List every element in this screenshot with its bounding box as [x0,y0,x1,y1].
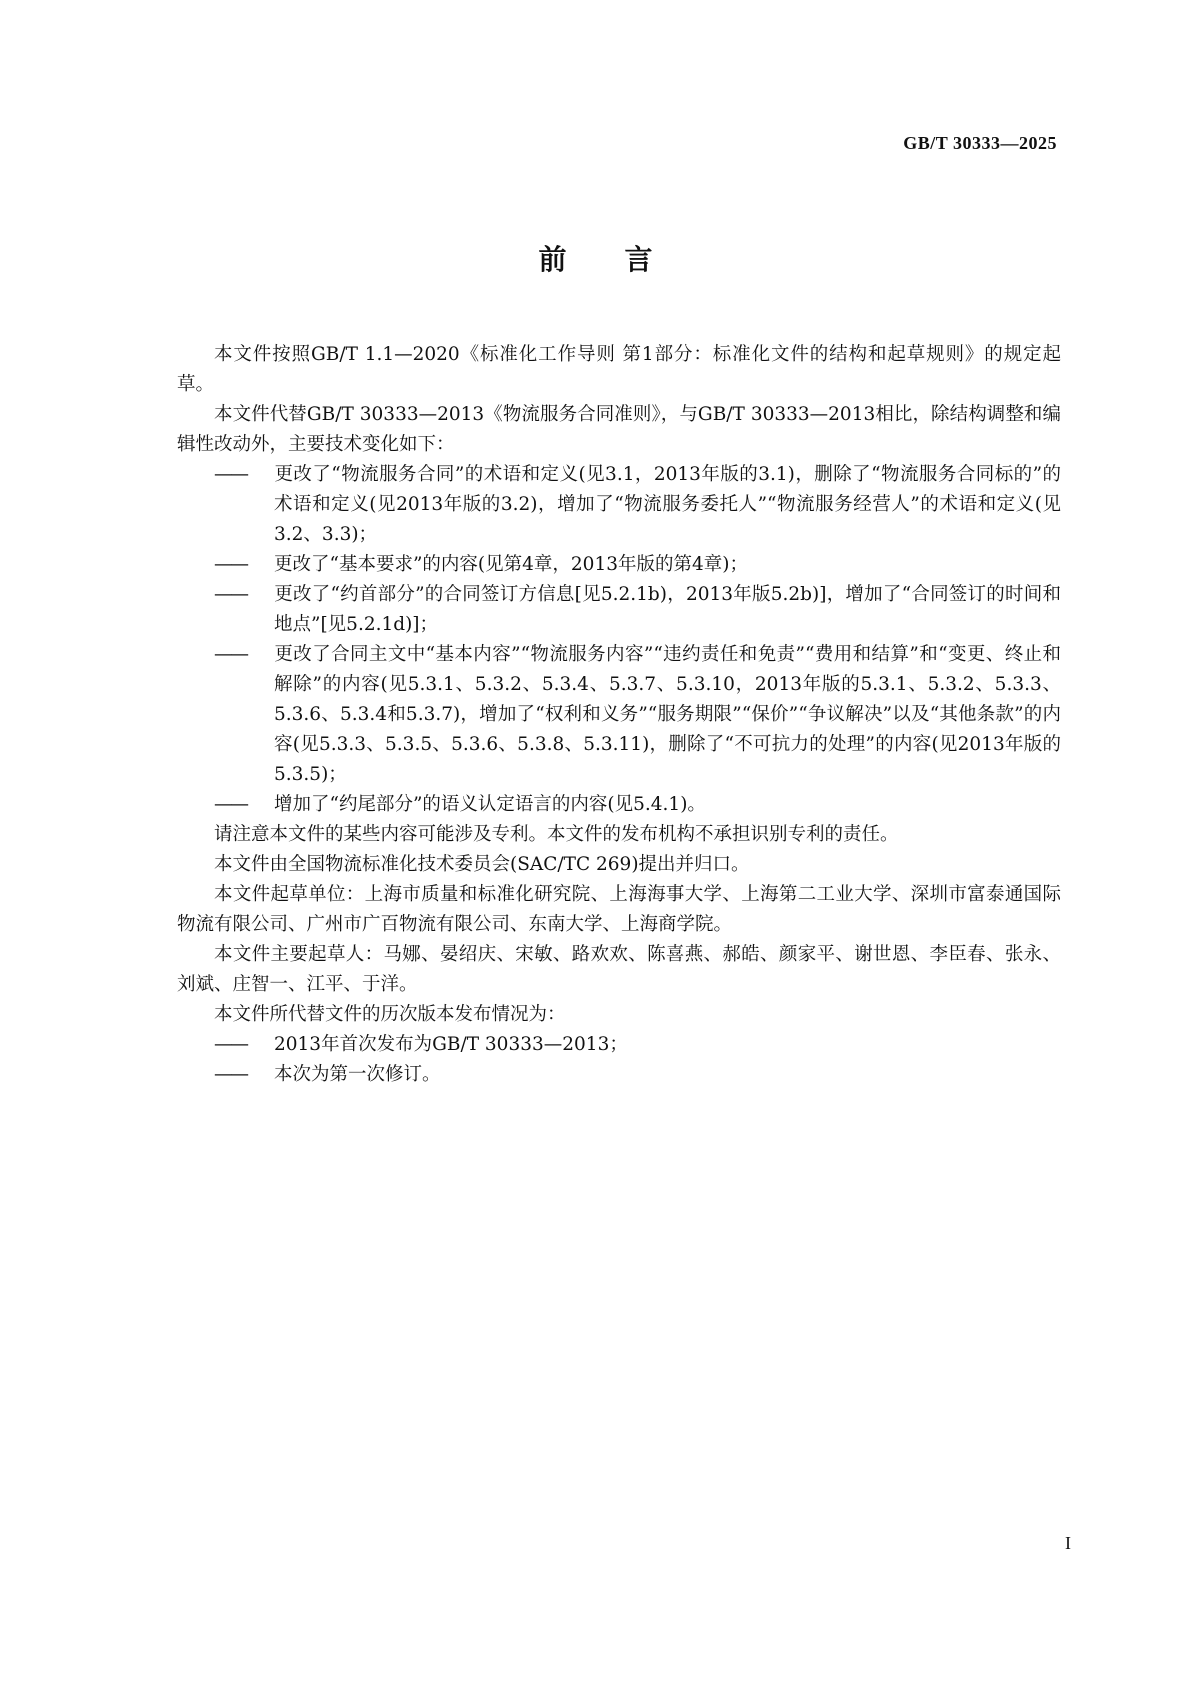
change-item-text: 增加了“约尾部分”的语义认定语言的内容(见5.4.1)。 [274,794,706,815]
document-body [177,340,1061,1090]
dash-mark: —— [214,1034,247,1055]
change-item [214,550,1061,580]
page-title: 前言 [538,243,711,276]
dash-mark: —— [214,1064,247,1085]
history-item-text: 本次为第一次修订。 [274,1064,441,1085]
paragraph-replacement: 本文件代替GB/T 30333—2013《物流服务合同准则》，与GB/T 30333—2013相比，除结构调整和编辑性改动外，主要技术变化如下： [177,404,1061,455]
history-item-text: 2013年首次发布为GB/T 30333—2013； [274,1034,628,1055]
paragraph-proposer: 本文件由全国物流标准化技术委员会(SAC/TC 269)提出并归口。 [214,854,750,875]
change-item [214,790,1061,820]
dash-mark: —— [214,584,247,605]
change-item [214,580,1061,640]
history-item [214,1060,1061,1090]
change-item-text: 更改了合同主文中“基本内容”“物流服务内容”“违约责任和免责”“费用和结算”和“变更、终止和解除”的内容(见5.3.1、5.3.2、5.3.4、5.3.7、5.3.10，2013年版的5.3.1、5.3.2、5.3.3、5.3.6、5.3.4和5.3.7)，增加了“权利和义务”“服务期限”“保价”“争议解决”以及“其他条款”的内容(见5.3.3、5.3.5、5.3.6、5.3.8、5.3.11)，删除了“不可抗力的处理”的内容(见2013年版的5.3.5)； [274,644,1061,785]
change-item-text: 更改了“基本要求”的内容(见第4章，2013年版的第4章)； [274,554,748,575]
change-item-text: 更改了“物流服务合同”的术语和定义(见3.1，2013年版的3.1)，删除了“物流服务合同标的”的术语和定义(见2013年版的3.2)，增加了“物流服务委托人”“物流服务经营人”的术语和定义(见3.2、3.3)； [274,464,1061,545]
dash-mark: —— [214,644,247,665]
paragraph-drafting-units: 本文件起草单位：上海市质量和标准化研究院、上海海事大学、上海第二工业大学、深圳市富泰通国际物流有限公司、广州市广百物流有限公司、东南大学、上海商学院。 [177,884,1061,935]
page-number: I [1065,1533,1071,1553]
paragraph-patent-notice: 请注意本文件的某些内容可能涉及专利。本文件的发布机构不承担识别专利的责任。 [214,824,899,845]
change-item [214,640,1061,790]
change-item [214,460,1061,550]
paragraph-drafting-rules: 本文件按照GB/T 1.1—2020《标准化工作导则 第1部分：标准化文件的结构和起草规则》的规定起草。 [177,344,1061,395]
paragraph-drafters: 本文件主要起草人：马娜、晏绍庆、宋敏、路欢欢、陈喜燕、郝皓、颜家平、谢世恩、李臣春、张永、刘斌、庄智一、江平、于洋。 [177,944,1061,995]
dash-mark: —— [214,464,247,485]
dash-mark: —— [214,554,247,575]
history-item [214,1030,1061,1060]
change-item-text: 更改了“约首部分”的合同签订方信息[见5.2.1b)，2013年版5.2b)]，增加了“合同签订的时间和地点”[见5.2.1d)]； [274,584,1061,635]
paragraph-history-intro: 本文件所代替文件的历次版本发布情况为： [214,1004,566,1025]
dash-mark: —— [214,794,247,815]
standard-code: GB/T 30333—2025 [903,133,1057,153]
